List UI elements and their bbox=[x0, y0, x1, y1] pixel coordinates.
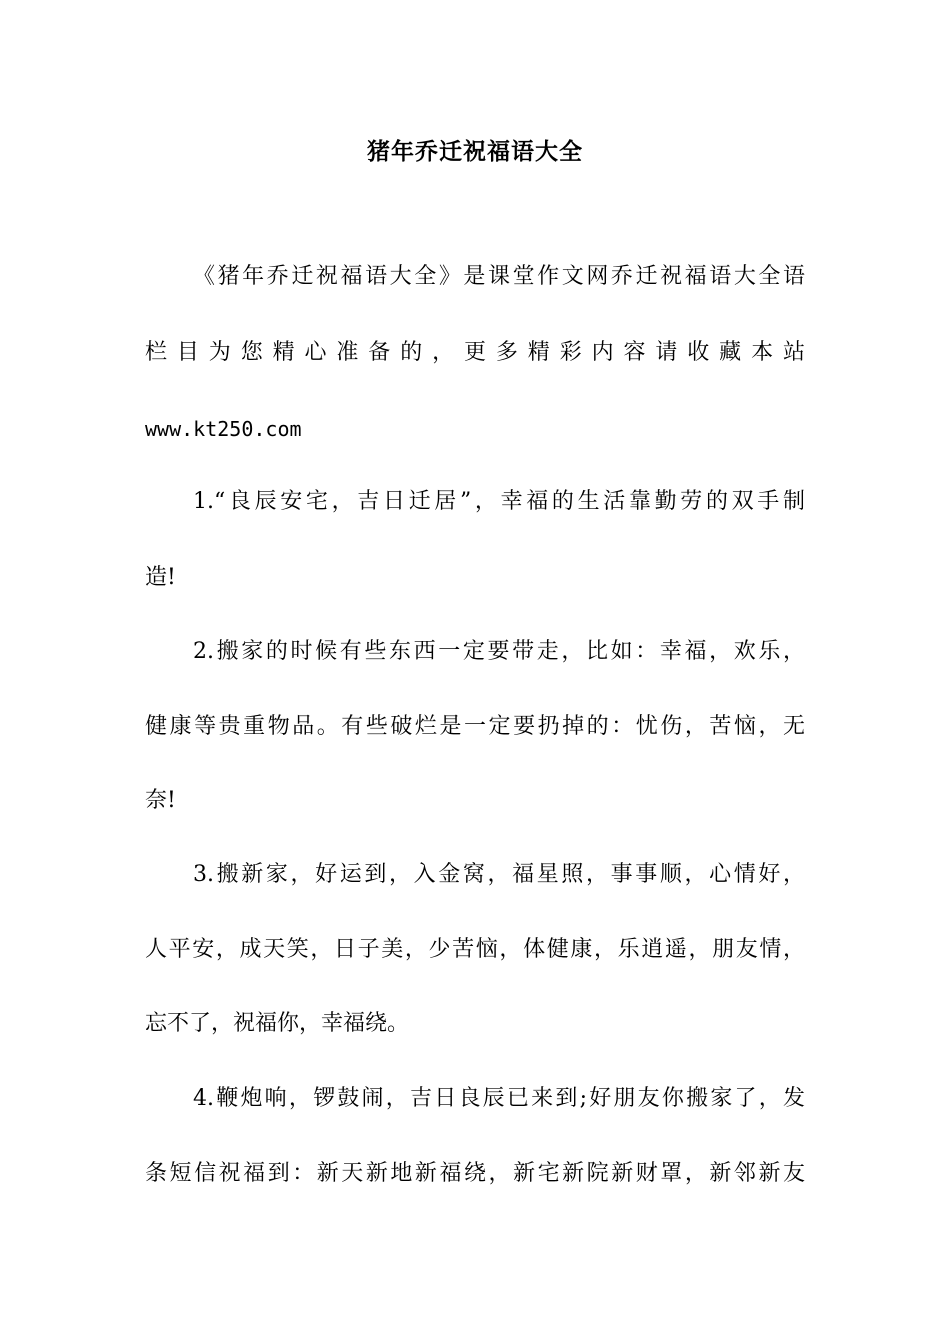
item-3-line-2: 人平安，成天笑，日子美，少苦恼，体健康，乐逍遥，朋友情， bbox=[145, 937, 805, 962]
intro-line-2: 栏目为您精心准备的，更多精彩内容请收藏本站 bbox=[145, 340, 805, 365]
site-url: www.kt250.com bbox=[145, 417, 302, 441]
item-1-line-1: 1.“良辰安宅，吉日迁居”，幸福的生活靠勤劳的双手制 bbox=[193, 489, 805, 514]
item-4-line-1: 4.鞭炮响，锣鼓闹，吉日良辰已来到;好朋友你搬家了，发 bbox=[193, 1086, 805, 1111]
item-2-line-1: 2.搬家的时候有些东西一定要带走，比如：幸福，欢乐， bbox=[193, 639, 805, 664]
item-2-line-3: 奈! bbox=[145, 788, 176, 813]
intro-line-1: 《猪年乔迁祝福语大全》是课堂作文网乔迁祝福语大全语 bbox=[193, 264, 805, 289]
item-2-line-2: 健康等贵重物品。有些破烂是一定要扔掉的：忧伤，苦恼，无 bbox=[145, 714, 805, 739]
item-1-line-2: 造! bbox=[145, 565, 176, 590]
item-4-line-2: 条短信祝福到：新天新地新福绕，新宅新院新财罩，新邻新友 bbox=[145, 1161, 805, 1186]
item-3-line-3: 忘不了，祝福你，幸福绕。 bbox=[145, 1011, 410, 1036]
item-3-line-1: 3.搬新家，好运到，入金窝，福星照，事事顺，心情好， bbox=[193, 862, 805, 887]
document-title: 猪年乔迁祝福语大全 bbox=[367, 139, 583, 165]
